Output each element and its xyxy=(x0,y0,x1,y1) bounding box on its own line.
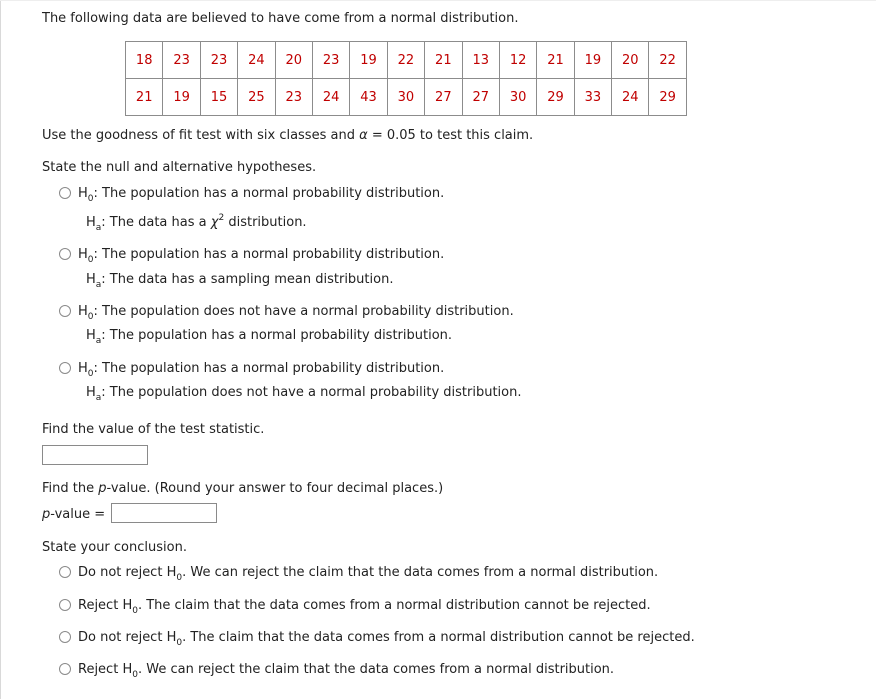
data-cell: 22 xyxy=(387,42,424,79)
conclusion-option-1 xyxy=(78,565,659,583)
h0-option-1 xyxy=(78,186,445,204)
h0-sub: 0 xyxy=(87,194,94,204)
instruction-post: = 0.05 to test this claim. xyxy=(371,128,534,143)
conclusion-radio-4[interactable] xyxy=(59,663,71,675)
ha-sub: a xyxy=(95,336,102,346)
data-cell: 24 xyxy=(612,79,649,116)
h0-sub: 0 xyxy=(176,638,183,648)
h0-text: : The population has a normal probability distribution. xyxy=(93,186,445,201)
h0-symbol: H xyxy=(78,304,88,319)
data-cell: 30 xyxy=(387,79,424,116)
conclusion-radio-3[interactable] xyxy=(59,631,71,643)
h0-symbol: H xyxy=(78,186,88,201)
pvalue-prompt-post: -value. (Round your answer to four decimal places.) xyxy=(106,481,444,496)
instruction-pre: Use the goodness of fit test with six classes and xyxy=(42,128,355,143)
data-cell: 23 xyxy=(200,42,237,79)
hypothesis-radio-3[interactable] xyxy=(59,305,71,317)
conclusion-post: . We can reject the claim that the data comes from a normal distribution. xyxy=(137,662,615,677)
data-row-1 xyxy=(126,42,687,79)
data-cell: 23 xyxy=(275,79,312,116)
ha-sub: a xyxy=(95,280,102,290)
pvalue-prompt-pre: Find the xyxy=(42,481,95,496)
conclusion-option-4 xyxy=(78,662,615,680)
ha-option-3 xyxy=(86,328,453,346)
data-cell: 18 xyxy=(126,42,163,79)
conclusion-pre: Reject xyxy=(78,598,119,613)
h0-symbol: H xyxy=(122,598,133,613)
h0-option-3 xyxy=(78,304,514,322)
h0-sub: 0 xyxy=(176,573,183,583)
conclusion-radio-1[interactable] xyxy=(59,566,71,578)
data-cell: 23 xyxy=(163,42,200,79)
h0-option-2 xyxy=(78,247,445,265)
ha-option-2 xyxy=(86,272,394,290)
h0-symbol: H xyxy=(122,662,133,677)
ha-text: : The data has a sampling mean distribution. xyxy=(101,272,394,287)
pvalue-prompt-p: p xyxy=(98,481,107,496)
data-cell: 20 xyxy=(612,42,649,79)
h0-option-4 xyxy=(78,361,445,379)
data-cell: 27 xyxy=(425,79,462,116)
conclusion-post: . We can reject the claim that the data comes from a normal distribution. xyxy=(182,565,659,580)
pvalue-prompt xyxy=(42,481,443,496)
data-cell: 30 xyxy=(499,79,536,116)
ha-text: : The population does not have a normal probability distribution. xyxy=(101,385,522,400)
h0-sub: 0 xyxy=(132,670,138,680)
ha-text-pre: : The data has a xyxy=(101,215,207,230)
conclusion-pre: Do not reject xyxy=(78,630,163,645)
data-cell: 12 xyxy=(499,42,536,79)
pvalue-label-p: p xyxy=(42,507,51,522)
ha-symbol: H xyxy=(86,385,96,400)
data-cell: 19 xyxy=(163,79,200,116)
h0-symbol: H xyxy=(78,361,88,376)
data-cell: 21 xyxy=(126,79,163,116)
intro-text: The following data are believed to have come from a normal distribution. xyxy=(42,11,519,26)
conclusion-radio-2[interactable] xyxy=(59,599,71,611)
data-cell: 27 xyxy=(462,79,499,116)
test-stat-prompt: Find the value of the test statistic. xyxy=(42,422,265,437)
h0-sub: 0 xyxy=(87,255,94,265)
data-cell: 21 xyxy=(425,42,462,79)
data-cell: 33 xyxy=(574,79,611,116)
data-cell: 25 xyxy=(238,79,275,116)
data-cell: 19 xyxy=(350,42,387,79)
chi-symbol: χ xyxy=(210,215,219,230)
data-row-2 xyxy=(126,79,687,116)
ha-option-4 xyxy=(86,385,522,403)
ha-sub: a xyxy=(95,223,102,233)
ha-symbol: H xyxy=(86,328,96,343)
conclusion-post: . The claim that the data comes from a normal distribution cannot be rejected. xyxy=(137,598,651,613)
pvalue-input[interactable] xyxy=(111,503,217,523)
h0-text: : The population has a normal probability distribution. xyxy=(93,361,445,376)
conclusion-prompt: State your conclusion. xyxy=(42,540,187,555)
data-cell: 24 xyxy=(238,42,275,79)
left-border xyxy=(0,0,1,699)
test-statistic-input[interactable] xyxy=(42,445,148,465)
data-cell: 29 xyxy=(537,79,574,116)
h0-text: : The population does not have a normal probability distribution. xyxy=(93,304,514,319)
pvalue-label xyxy=(42,507,105,522)
data-cell: 23 xyxy=(312,42,349,79)
data-cell: 20 xyxy=(275,42,312,79)
instruction-text xyxy=(42,128,533,143)
pvalue-label-rest: -value = xyxy=(50,507,106,522)
data-cell: 21 xyxy=(537,42,574,79)
hypotheses-prompt: State the null and alternative hypotheses. xyxy=(42,160,317,175)
conclusion-option-2 xyxy=(78,598,651,616)
ha-option-1 xyxy=(86,213,307,233)
alpha-symbol: α xyxy=(359,128,368,143)
hypothesis-radio-4[interactable] xyxy=(59,362,71,374)
hypothesis-radio-2[interactable] xyxy=(59,248,71,260)
conclusion-option-3 xyxy=(78,630,695,648)
h0-sub: 0 xyxy=(132,606,138,616)
h0-symbol: H xyxy=(166,565,177,580)
data-cell: 24 xyxy=(312,79,349,116)
ha-symbol: H xyxy=(86,272,96,287)
ha-text: : The population has a normal probability distribution. xyxy=(101,328,453,343)
data-table xyxy=(125,41,687,116)
conclusion-pre: Do not reject xyxy=(78,565,163,580)
h0-text: : The population has a normal probability distribution. xyxy=(93,247,445,262)
data-cell: 13 xyxy=(462,42,499,79)
conclusion-post: . The claim that the data comes from a normal distribution cannot be rejected. xyxy=(182,630,695,645)
data-cell: 15 xyxy=(200,79,237,116)
h0-symbol: H xyxy=(78,247,88,262)
top-border xyxy=(0,0,876,1)
data-cell: 22 xyxy=(649,42,686,79)
h0-sub: 0 xyxy=(87,312,94,322)
data-cell: 43 xyxy=(350,79,387,116)
ha-symbol: H xyxy=(86,215,96,230)
ha-sub: a xyxy=(95,393,102,403)
ha-text-post: distribution. xyxy=(228,215,307,230)
h0-symbol: H xyxy=(166,630,177,645)
conclusion-pre: Reject xyxy=(78,662,119,677)
chi-superscript: 2 xyxy=(218,213,225,223)
h0-sub: 0 xyxy=(87,369,94,379)
data-cell: 29 xyxy=(649,79,686,116)
hypothesis-radio-1[interactable] xyxy=(59,187,71,199)
data-cell: 19 xyxy=(574,42,611,79)
